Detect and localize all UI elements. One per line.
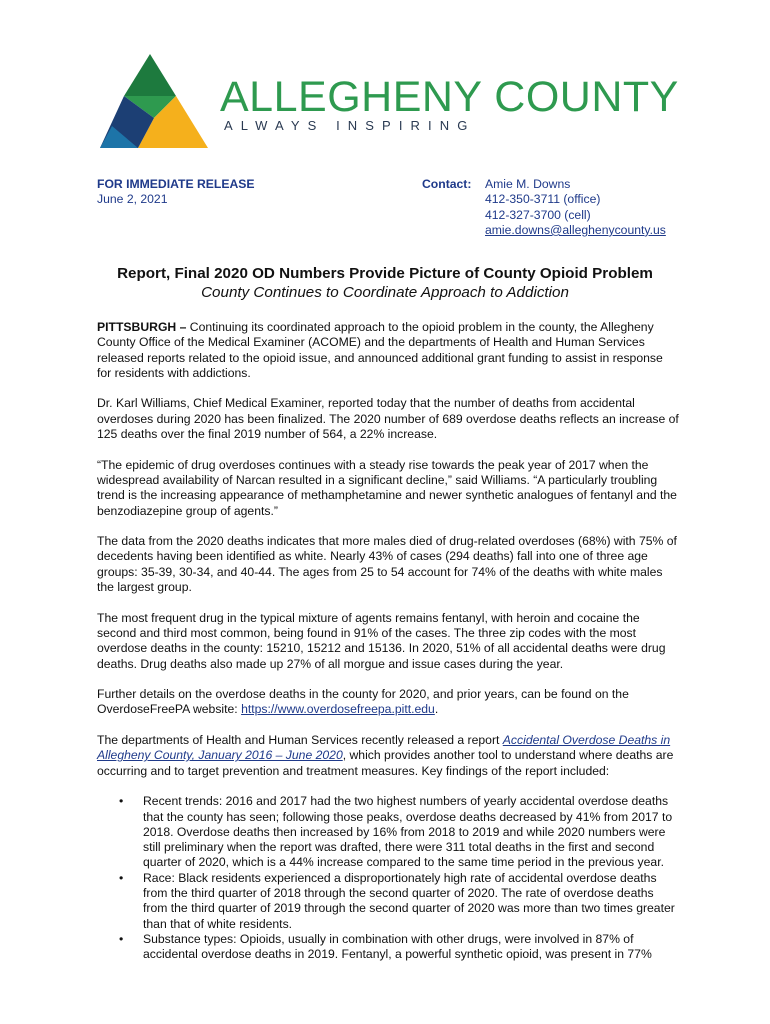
paragraph-7-text: The departments of Health and Human Services recently released a report: [97, 733, 503, 748]
list-item: • Recent trends: 2016 and 2017 had the two highest numbers of yearly accidental overdose deaths that the county has seen; following those peaks, overdose deaths decreased by 41% from 2017 to 2018. Overdose deaths then increased by 16% from 2018 to 2019 and while 2020 numbers were still preliminary when the report was drafted, there were 311 total deaths in the first and second quarter of 2020, which is a 44% increase compared to the same time period in the previous year.: [97, 794, 679, 870]
contact-values: [485, 177, 666, 238]
logo-tagline: ALWAYS INSPIRING: [224, 118, 476, 133]
contact-label: Contact:: [422, 177, 472, 191]
contact-email-link[interactable]: amie.downs@alleghenycounty.us: [485, 222, 666, 237]
release-date: June 2, 2021: [97, 192, 168, 207]
overdosefreepa-link[interactable]: https://www.overdosefreepa.pitt.edu: [241, 702, 435, 717]
dateline: PITTSBURGH –: [97, 320, 187, 334]
paragraph-6-text: Further details on the overdose deaths in the county for 2020, and prior years, can be found on the OverdoseFreePA website:: [97, 687, 629, 717]
list-item: • Race: Black residents experienced a disproportionately high rate of accidental overdose deaths from the third quarter of 2018 through the second quarter of 2020. The rate of overdose deaths from the third quarter of 2019 through the second quarter of 2020 was more than two times greater than that of white residents.: [97, 871, 679, 932]
paragraph-7-end: , which provides another tool to understand where deaths are occurring and to target prevention and treatment measures. Key findings of the report included:: [97, 748, 674, 778]
contact-name: Amie M. Downs: [485, 177, 571, 191]
paragraph-4: The data from the 2020 deaths indicates that more males died of drug-related overdoses (68%) with 75% of decedents having been identified as white. Nearly 43% of cases (294 deaths) fall into one of three age groups: 35-39, 30-34, and 40-44. The ages from 25 to 54 account for 74% of the deaths with white males the largest group.: [97, 534, 677, 595]
list-item: • Substance types: Opioids, usually in combination with other drugs, were involved in 87% of accidental overdose deaths in 2019. Fentanyl, a powerful synthetic opioid, was present in 77%: [97, 932, 679, 963]
release-block: [97, 177, 255, 208]
paragraph-1-text: Continuing its coordinated approach to the opioid problem in the county, the Allegheny County Office of the Medical Examiner (ACOME) and the departments of Health and Human Services released reports related to the opioid issue, and announced additional grant funding to assist in response for residents with addictions.: [97, 320, 663, 380]
allegheny-county-logo: [98, 52, 683, 152]
paragraph-5: The most frequent drug in the typical mixture of agents remains fentanyl, with heroin and cocaine the second and third most common, being found in 91% of the cases. The three zip codes with the most overdose deaths in the county: 15210, 15212 and 15136. In 2020, 51% of all accidental deaths were drug deaths. Drug deaths also made up 27% of all morgue and issue cases during the year.: [97, 610, 666, 671]
contact-office-phone: 412-350-3711 (office): [485, 192, 601, 207]
article-body: [97, 320, 679, 962]
paragraph-2: Dr. Karl Williams, Chief Medical Examiner, reported today that the number of deaths from accidental overdoses during 2020 has been finalized. The 2020 number of 689 overdose deaths reflects an increase of 125 deaths over the final 2019 number of 564, a 22% increase.: [97, 396, 679, 442]
contact-cell-phone: 412-327-3700 (cell): [485, 207, 591, 222]
headline: Report, Final 2020 OD Numbers Provide Picture of County Opioid Problem: [117, 265, 653, 282]
logo-name: ALLEGHENY COUNTY: [220, 73, 679, 121]
paragraph-6: [97, 687, 679, 718]
key-findings-list: [97, 794, 679, 962]
report-link[interactable]: Accidental Overdose Deaths in Allegheny County, January 2016 – June 2020: [97, 733, 671, 763]
logo-triangle-icon: [98, 52, 216, 152]
release-label: FOR IMMEDIATE RELEASE: [97, 177, 255, 191]
paragraph-3: “The epidemic of drug overdoses continues with a steady rise towards the peak year of 2017 when the widespread availability of Narcan resulted in a significant decline,” said Williams. “A particularly troubling trend is the increasing appearance of methamphetamine and newer synthetic analogues of fentanyl and the benzodiazepine group of agents.”: [97, 457, 677, 518]
subheadline: County Continues to Coordinate Approach to Addiction: [201, 284, 569, 301]
paragraph-7: [97, 733, 679, 779]
paragraph-1: [97, 320, 679, 381]
paragraph-6-end: .: [434, 702, 439, 717]
